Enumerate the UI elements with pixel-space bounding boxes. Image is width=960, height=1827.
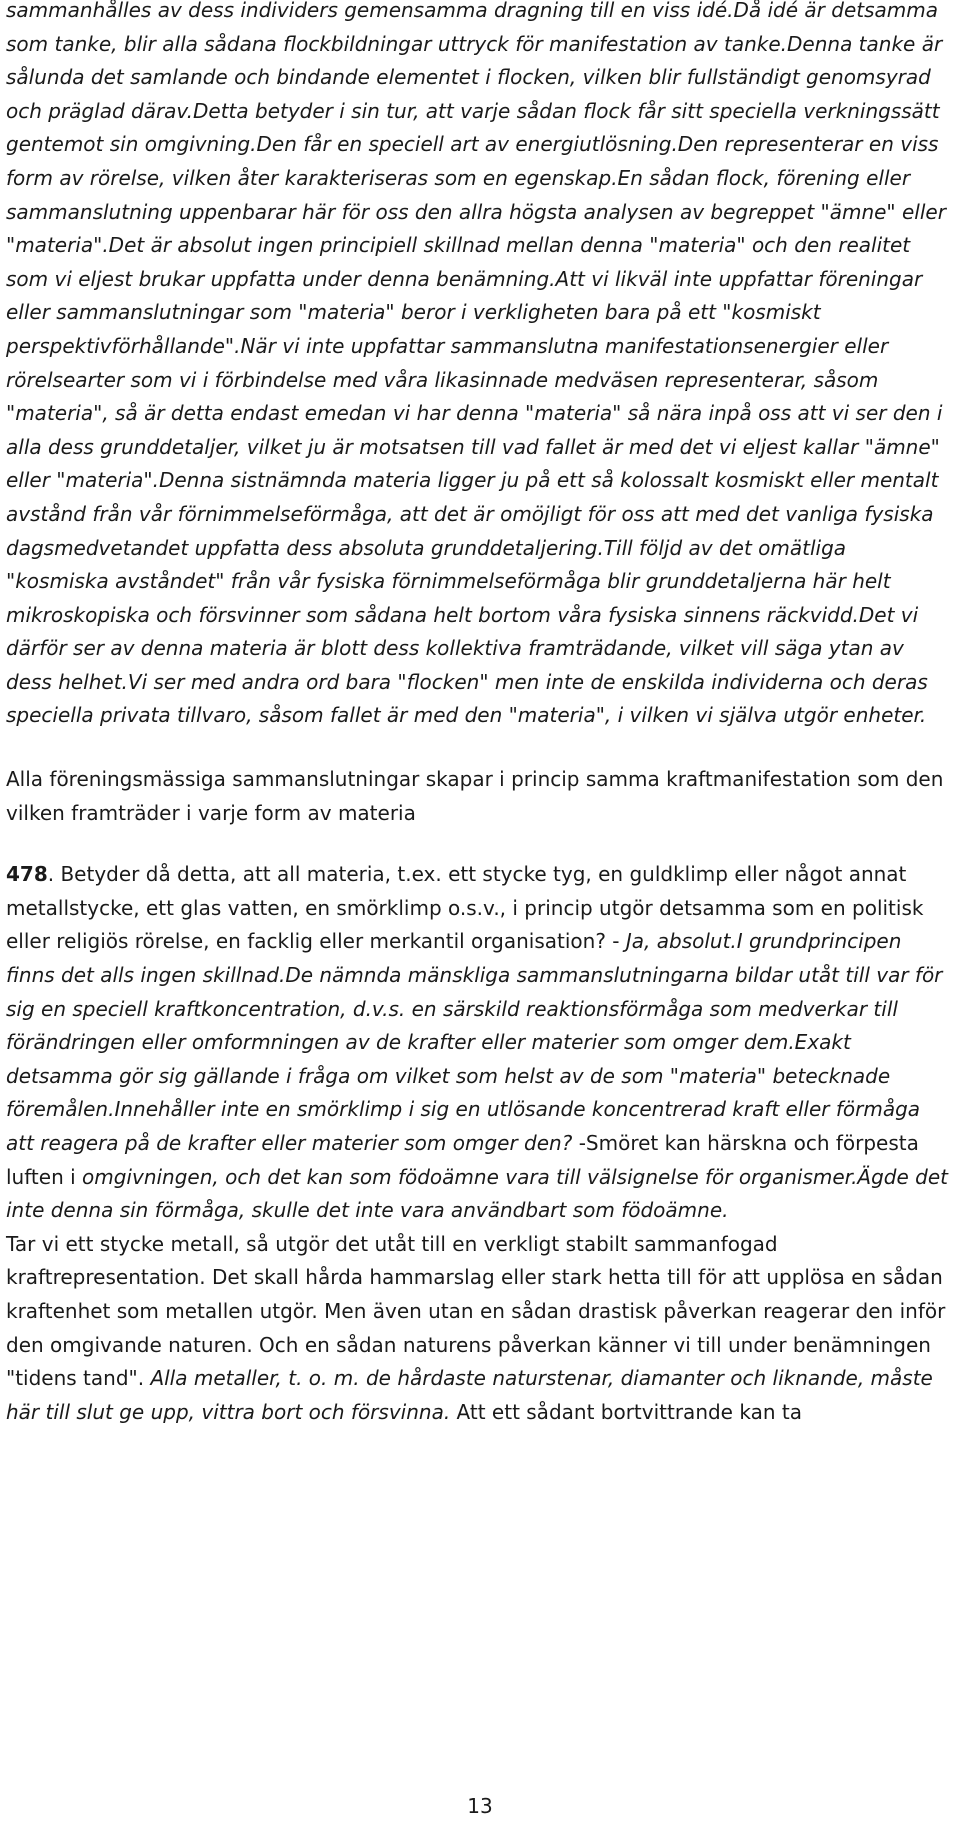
document-page [6,0,954,1429]
paragraph-text-end: Att ett sådant bortvittrande kan ta [450,1399,802,1424]
page-number: 13 [467,1794,493,1818]
answer-text: Ja, absolut.I grundprincipen finns det alls ingen skillnad.De nämnda mänskliga sammanslutningarna bildar utåt till var för sig en speciell kraftkoncentration, d.v.s. en särskild reaktionsförmåga som medverkar till förändringen eller omformningen av de krafter eller materier som omger dem.Exakt detsamma gör sig gällande i fråga om vilket som helst av de som "materia" betecknade föremålen.Innehåller inte en smörklimp i sig en utlösande koncentrerad kraft eller förmåga att reagera på de krafter eller materier som omger den? [6,929,943,1155]
paragraph-text: Tar vi ett stycke metall, så utgör det utåt till en verkligt stabilt sammanfogad kraftrepresentation. Det skall hårda hammarslag eller stark hetta till för att upplösa en sådan kraftenhet som metallen utgör. Men även utan en sådan drastisk påverkan reagerar den inför den omgivande naturen. Och en sådan naturens påverkan känner vi till under benämningen "tidens tand". [6,1231,946,1391]
body-paragraph-4 [6,1228,954,1430]
body-paragraph-1: sammanhålles av dess individers gemensamma dragning till en viss idé.Då idé är detsamma som tanke, blir alla sådana flockbildningar uttryck för manifestation av tanke.Denna tanke är sålunda det samlande och bindande elementet i flocken, vilken blir fullständigt genomsyrad och präglad därav.Detta betyder i sin tur, att varje sådan flock får sitt speciella verkningssätt gentemot sin omgivning.Den får en speciell art av energiutlösning.Den representerar en viss form av rörelse, vilken åter karakteriseras som en egenskap.En sådan flock, förening eller sammanslutning uppenbarar här för oss den allra högsta analysen av begreppet "ämne" eller "materia".Det är absolut ingen principiell skillnad mellan denna "materia" och den realitet som vi eljest brukar uppfatta under denna benämning.Att vi likväl inte uppfattar föreningar eller sammanslutningar som "materia" beror i verkligheten bara på ett "kosmiskt perspektivförhållande".När vi inte uppfattar sammanslutna manifestationsenergier eller rörelsearter som vi i förbindelse med våra likasinnade medväsen representerar, såsom "materia", så är detta endast emedan vi har denna "materia" så nära inpå oss att vi ser den i alla dess grunddetaljer, vilket ju är motsatsen till vad fallet är med det vi eljest kallar "ämne" eller "materia".Denna sistnämnda materia ligger ju på ett så kolossalt kosmiskt eller mentalt avstånd från vår förnimmelseförmåga, att det är omöjligt för oss att med det vanliga fysiska dagsmedvetandet uppfatta dess absoluta grunddetaljering.Till följd av det omätliga "kosmiska avståndet" från vår fysiska förnimmelseförmåga blir grunddetaljerna här helt mikroskopiska och försvinner som sådana helt bortom våra fysiska sinnens räckvidd.Det vi därför ser av denna materia är blott dess kollektiva framträdande, vilket vill säga ytan av dess helhet.Vi ser med andra ord bara "flocken" men inte de enskilda individerna och deras speciella privata tillvaro, såsom fallet är med den "materia", i vilken vi själva utgör enheter. [6,0,946,728]
body-paragraph-3 [6,858,954,1228]
answer-text-upright: -Smöret kan härskna och förpesta luften i [6,1131,919,1189]
paragraph-number: 478 [6,862,48,887]
answer-text-continued: omgivningen, och det kan som födoämne vara till välsignelse för organismer.Ägde det inte denna sin förmåga, skulle det inte vara användbart som födoämne. [6,1164,949,1223]
italic-passage: Alla metaller, t. o. m. de hårdaste naturstenar, diamanter och liknande, måste här till slut ge upp, vittra bort och försvinna. [6,1366,933,1424]
question-text: . Betyder då detta, att all materia, t.ex. ett stycke tyg, en guldklimp eller något annat metallstycke, ett glas vatten, en smörklimp o.s.v., i princip utgör detsamma som en politisk eller religiös rörelse, en facklig eller merkantil organisation? - [6,862,924,954]
body-paragraph-2: Alla föreningsmässiga sammanslutningar skapar i princip samma kraftmanifestation som den vilken framträder i varje form av materia [6,767,944,825]
